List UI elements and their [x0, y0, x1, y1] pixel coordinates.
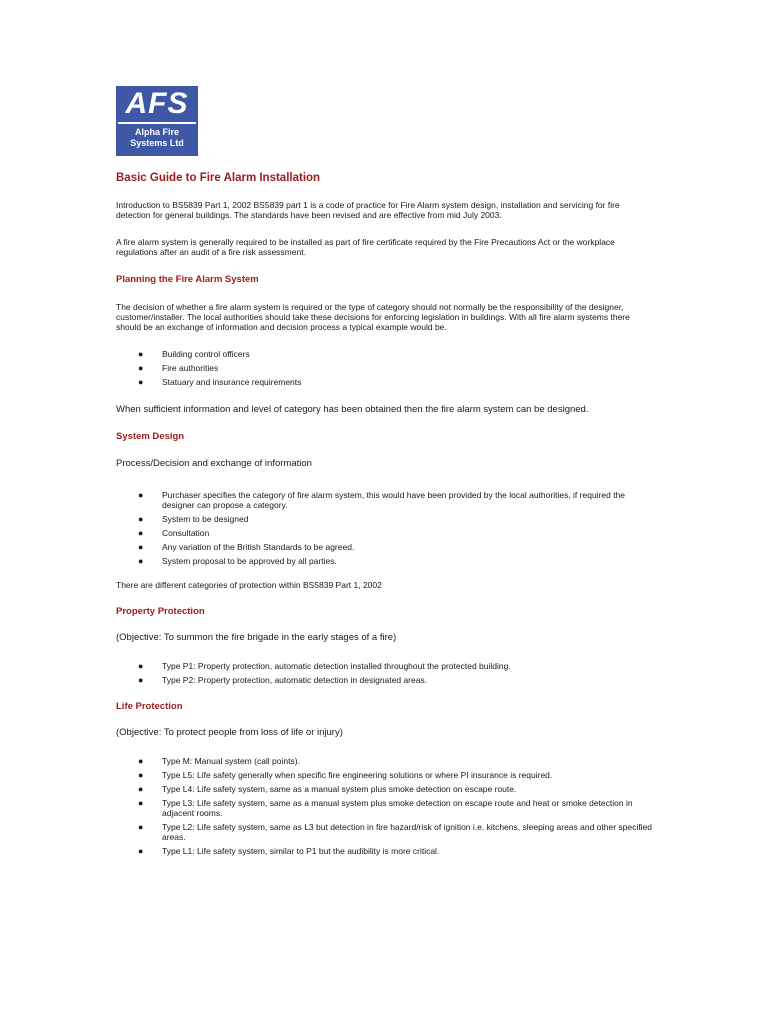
- life-heading: Life Protection: [116, 701, 183, 712]
- property-objective: (Objective: To summon the fire brigade in the early stages of a fire): [116, 632, 397, 643]
- life-list: [116, 756, 656, 856]
- bullet-icon: ●: [138, 846, 144, 856]
- requirement-paragraph: A fire alarm system is generally required to be installed as part of fire certificate required by the Fire Precautions Act or the workplace regulations after an audit of a fire risk assessment.: [116, 237, 615, 257]
- bullet-icon: ●: [138, 770, 144, 780]
- planning-paragraph: The decision of whether a fire alarm system is required or the type of category should not normally be the responsibility of the designer, customer/installer. The local authorities should take these decisions for enforcing legislation in buildings. With all fire alarm systems there should be an exchange of information and decision process a typical example would be.: [116, 302, 630, 332]
- design-list: [116, 490, 656, 566]
- logo-line-1: Alpha Fire: [134, 127, 179, 137]
- document-title: Basic Guide to Fire Alarm Installation: [116, 172, 321, 184]
- list-item: ● Type P2: Property protection, automatic detection in designated areas.: [138, 675, 428, 685]
- bullet-icon: ●: [138, 756, 144, 766]
- afs-logo: [116, 86, 198, 156]
- property-heading: Property Protection: [116, 606, 205, 617]
- bullet-icon: ●: [138, 528, 144, 538]
- list-item: ● Any variation of the British Standards to be agreed.: [138, 542, 355, 552]
- intro-paragraph: Introduction to BS5839 Part 1, 2002 BS5839 part 1 is a code of practice for Fire Alarm system design, installation and servicing for fire detection for general buildings. The standards have been revised and are effective from mid July 2003.: [116, 200, 620, 220]
- planning-list: [116, 349, 656, 387]
- list-item: ● Type L2: Life safety system, same as L3 but detection in fire hazard/risk of ignition i.e. kitchens, sleeping areas and other specified areas.: [138, 822, 652, 842]
- bullet-icon: ●: [138, 490, 144, 500]
- bullet-icon: ●: [138, 661, 144, 671]
- bullet-icon: ●: [138, 349, 144, 359]
- bullet-icon: ●: [138, 556, 144, 566]
- logo-divider: [118, 122, 196, 124]
- bullet-icon: ●: [138, 798, 144, 808]
- list-item: ● System to be designed: [138, 514, 249, 524]
- design-conclusion: There are different categories of protection within BS5839 Part 1, 2002: [116, 580, 382, 590]
- list-item: ● System proposal to be approved by all parties.: [138, 556, 337, 566]
- bullet-icon: ●: [138, 377, 144, 387]
- list-item: ● Purchaser specifies the category of fire alarm system, this would have been provided by the local authorities, if required the designer can propose a category.: [138, 490, 626, 510]
- planning-heading: Planning the Fire Alarm System: [116, 274, 259, 285]
- list-item: ● Statuary and insurance requirements: [138, 377, 302, 387]
- property-list: [116, 661, 656, 685]
- planning-conclusion: When sufficient information and level of category has been obtained then the fire alarm system can be designed.: [116, 404, 589, 415]
- list-item: ● Type L5: Life safety generally when specific fire engineering solutions or where PI insurance is required.: [138, 770, 553, 780]
- list-item: ● Building control officers: [138, 349, 250, 359]
- document-page: [116, 86, 656, 856]
- design-heading: System Design: [116, 431, 185, 442]
- bullet-icon: ●: [138, 675, 144, 685]
- bullet-icon: ●: [138, 542, 144, 552]
- bullet-icon: ●: [138, 784, 144, 794]
- design-paragraph: Process/Decision and exchange of information: [116, 458, 312, 469]
- life-objective: (Objective: To protect people from loss of life or injury): [116, 727, 343, 738]
- logo-mark: AFS: [125, 87, 189, 120]
- bullet-icon: ●: [138, 363, 144, 373]
- list-item: ● Type M: Manual system (call points).: [138, 756, 300, 766]
- list-item: ● Type L1: Life safety system, similar to P1 but the audibility is more critical.: [138, 846, 440, 856]
- list-item: ● Type L3: Life safety system, same as a manual system plus smoke detection on escape route and heat or smoke detection in adjacent rooms.: [138, 798, 633, 818]
- logo-line-2: Systems Ltd: [130, 138, 184, 148]
- bullet-icon: ●: [138, 514, 144, 524]
- list-item: ● Fire authorities: [138, 363, 219, 373]
- list-item: ● Type P1: Property protection, automatic detection installed throughout the protected building.: [138, 661, 511, 671]
- list-item: ● Type L4: Life safety system, same as a manual system plus smoke detection on escape route.: [138, 784, 517, 794]
- bullet-icon: ●: [138, 822, 144, 832]
- list-item: ● Consultation: [138, 528, 210, 538]
